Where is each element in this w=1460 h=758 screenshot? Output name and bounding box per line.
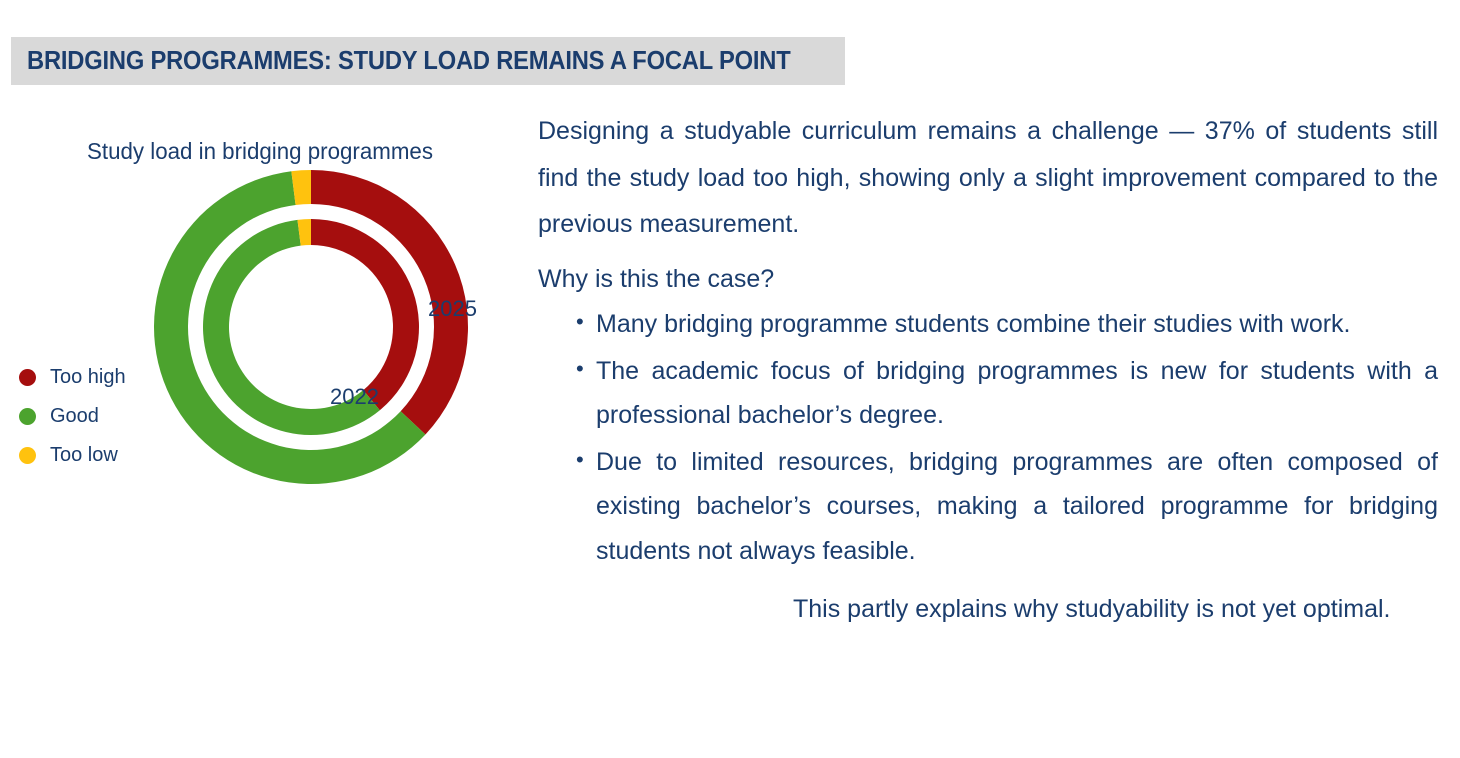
list-item: • Many bridging programme students combine their studies with work. xyxy=(576,302,1438,347)
donut-svg xyxy=(149,165,473,489)
legend-item-too-low xyxy=(10,436,160,475)
donut-ring-label-inner: 2022 xyxy=(330,384,379,409)
donut-ring-label-outer: 2025 xyxy=(428,296,477,321)
reasons-list xyxy=(538,302,1438,573)
slide-title-bar xyxy=(11,37,845,85)
donut-segment-too-high-2022 xyxy=(311,219,419,410)
legend-swatch-too-high xyxy=(19,369,36,386)
legend-swatch-too-low xyxy=(19,447,36,464)
lead-paragraph: Designing a studyable curriculum remains a challenge — 37% of students still find the study load too high, showing only a slight improvement compared to the previous measurement. xyxy=(538,117,1438,238)
list-item: • The academic focus of bridging programmes is new for students with a professional bachelor’s degree. xyxy=(576,349,1438,438)
legend-swatch-good xyxy=(19,408,36,425)
body-text-panel xyxy=(538,108,1438,632)
legend-label-too-low: Too low xyxy=(50,444,118,466)
chart-title: Study load in bridging programmes xyxy=(86,138,433,164)
chart-legend xyxy=(10,358,160,475)
legend-item-good xyxy=(10,397,160,436)
legend-label-too-high: Too high xyxy=(50,366,126,388)
chart-panel xyxy=(0,100,530,520)
question-heading: Why is this the case? xyxy=(538,264,775,293)
legend-item-too-high xyxy=(10,358,160,397)
nested-donut-chart xyxy=(149,165,473,489)
list-item: • Due to limited resources, bridging programmes are often composed of existing bachelor’s courses, making a tailored programme for bridging students not always feasible. xyxy=(576,440,1438,574)
closing-paragraph: This partly explains why studyability is not yet optimal. xyxy=(793,595,1391,623)
page-title: BRIDGING PROGRAMMES: STUDY LOAD REMAINS A FOCAL POINT xyxy=(27,46,791,75)
legend-label-good: Good xyxy=(50,405,99,427)
